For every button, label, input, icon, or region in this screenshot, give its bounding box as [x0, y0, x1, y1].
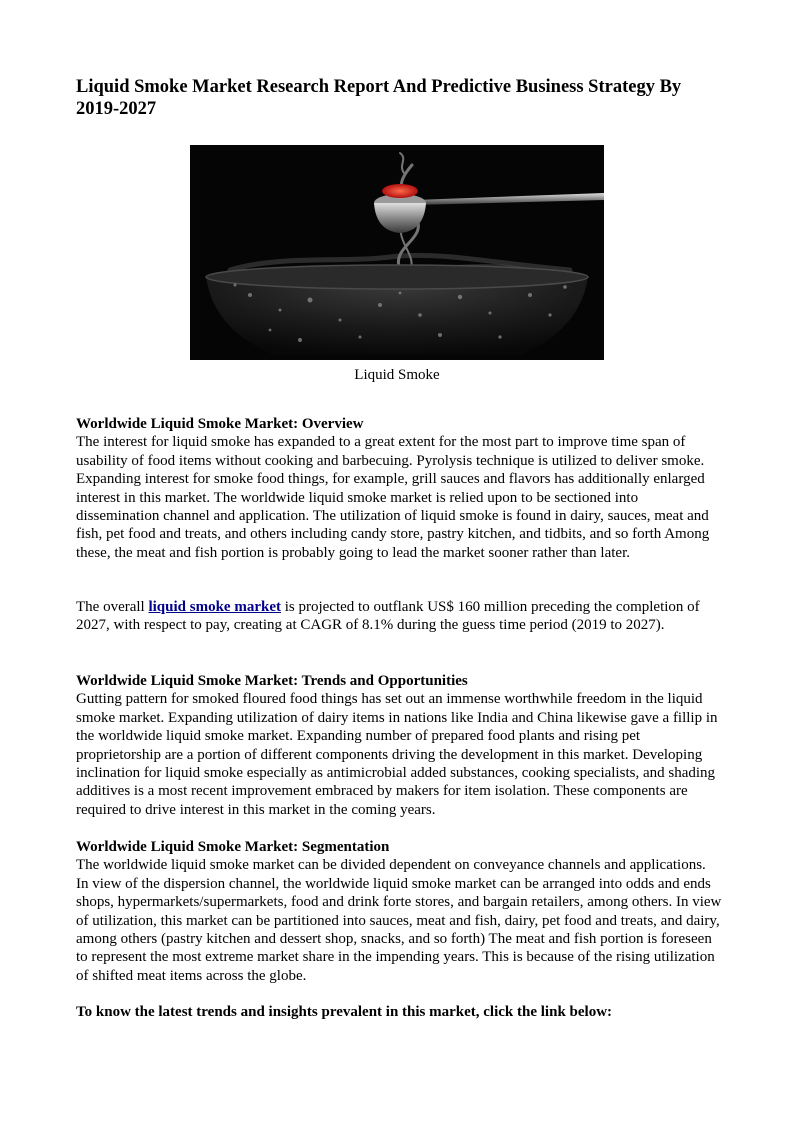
image-caption: Liquid Smoke	[354, 367, 440, 383]
liquid-smoke-market-link[interactable]: liquid smoke market	[148, 599, 281, 615]
overall-prefix: The overall	[76, 599, 149, 615]
cta-section	[76, 1003, 722, 1021]
overall-suffix: is projected to outflank US$ 160 million preceding the completion of 2027, with respect to pay, creating at CAGR of 8.1% during the guess time period (2019 to 2027).	[76, 599, 700, 634]
overview-section	[76, 415, 722, 562]
trends-heading: Worldwide Liquid Smoke Market: Trends and Opportunities	[76, 673, 468, 689]
overview-heading: Worldwide Liquid Smoke Market: Overview	[76, 416, 364, 432]
page-title: Liquid Smoke Market Research Report And Predictive Business Strategy By 2019-2027	[76, 77, 682, 119]
overview-body: The interest for liquid smoke has expanded to a great extent for the most part to improve time span of usability of food items without cooking and barbecuing. Pyrolysis technique is utilized to deliver smoke. Expanding interest for smoke food things, for example, grill sauces and flavors has additionally enlarged interest in this market. The worldwide liquid smoke market is relied upon to be sectioned into dissemination channel and application. The utilization of liquid smoke is found in dairy, sauces, meat and fish, pet food and treats, and others including candy store, pastry kitchen, and tidbits, and so forth Among these, the meat and fish portion is probably going to lead the market sooner rather than later.	[76, 434, 710, 561]
cta-text: To know the latest trends and insights prevalent in this market, click the link below:	[76, 1004, 613, 1020]
segmentation-heading: Worldwide Liquid Smoke Market: Segmentation	[76, 839, 390, 855]
liquid-smoke-image	[190, 145, 604, 360]
trends-body: Gutting pattern for smoked floured food things has set out an immense worthwhile freedom in the liquid smoke market. Expanding utilization of dairy items in nations like India and China likewise gave a fillip in the worldwide liquid smoke market. Expanding number of prepared food plants and rising pet proprietorship are a portion of different components driving the development in this market. Developing inclination for liquid smoke especially as antimicrobial added substances, cooking specialists, and shading additives is a most recent improvement embraced by makers for item isolation. These components are required to drive interest in this market in the coming years.	[76, 691, 718, 818]
overall-paragraph	[76, 598, 722, 635]
segmentation-section	[76, 838, 722, 985]
trends-section	[76, 672, 722, 819]
segmentation-body: The worldwide liquid smoke market can be divided dependent on conveyance channels and applications. In view of the dispersion channel, the worldwide liquid smoke market can be arranged into odds and ends shops, hypermarkets/supermarkets, food and drink forte stores, and bargain retailers, among others. In view of utilization, this market can be partitioned into sauces, meat and fish, dairy, pet food and treats, and dairy, among others (pastry kitchen and dessert shop, snacks, and so forth) The meat and fish portion is foreseen to represent the most extreme market share in the impending years. This is because of the rising utilization of shifted meat items across the globe.	[76, 857, 722, 984]
